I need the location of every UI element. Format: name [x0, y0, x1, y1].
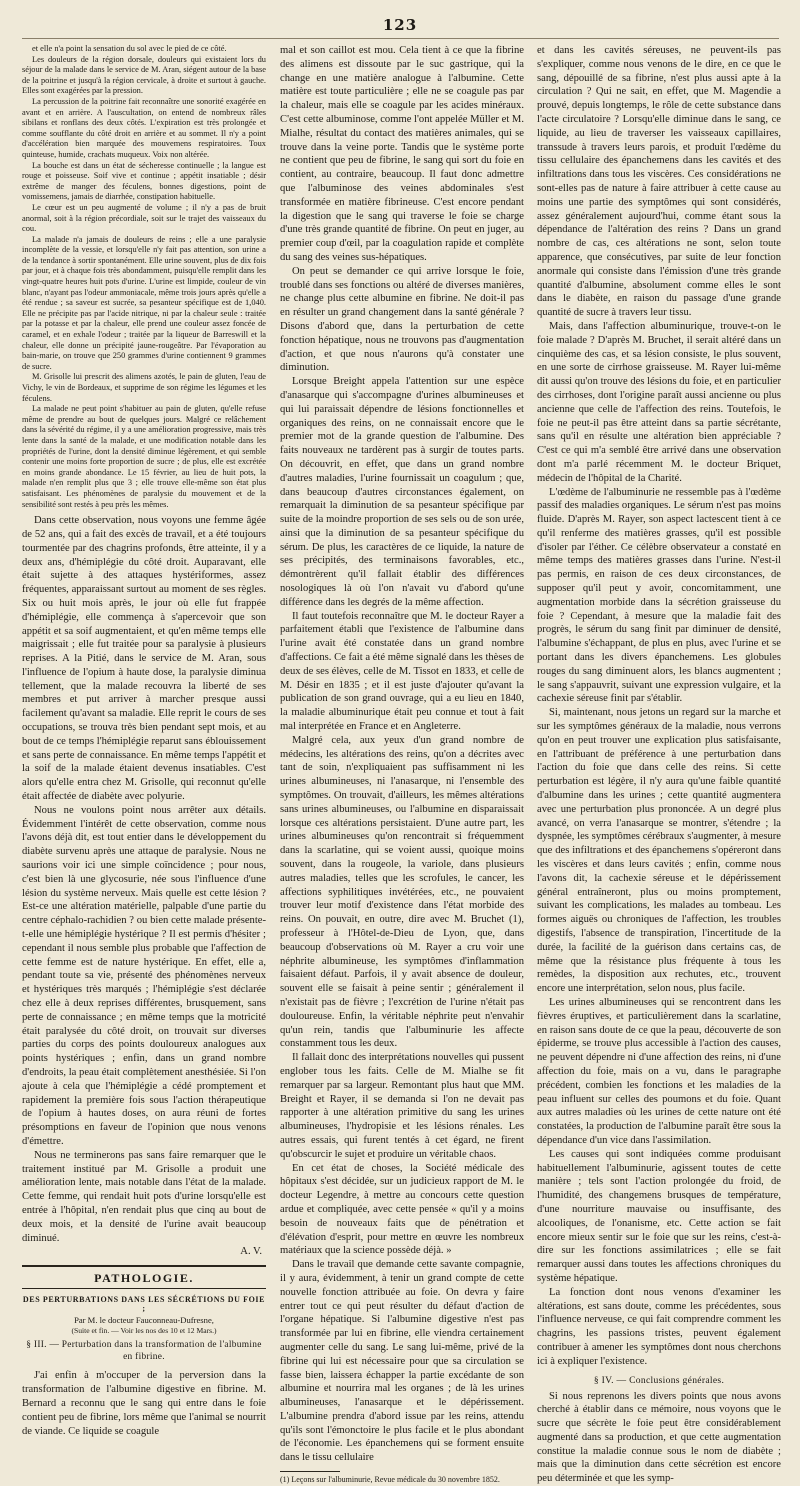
note-paragraph: Les douleurs de la région dorsale, douleurs qui existaient lors du séjour de la malade dans le service de M. Aran, siégent autour de la base de la poitrine et jusqu'à la région cervicale, à droite et surtout à gauche. Elles sont exagérées par la pression. [22, 55, 266, 97]
page-number: 123 [0, 16, 800, 34]
body-paragraph: Dans le travail que demande cette savante compagnie, il y aura, évidemment, à tenir un grand compte de cette nouvelle fonction attribuée au foie. On devra y faire entrer tout ce qui peut résulter du défaut d'action de l'organe hépatique. Si l'albumine digestive n'est pas transformée par lui en fibrine, elle viendra certainement augmenter celle du sang. Le sang lui-même, privé de la fibrine qui lui est nécessaire pour que sa circulation se fasse bien, laissera échapper la partie excédante de son albumine et nourrira mal les organes ; de là les urines albumineuses, l'anasarque et le dépérissement. L'albumine prendra d'abord issue par les reins, attendu qu'ils sont l'émonctoire le plus facile et le plus abondant de l'économie. Les épanchemens qui se forment ensuite dans le tissu cellulaire [280, 1258, 524, 1465]
subsection-heading: § IV. — Conclusions générales. [537, 1375, 781, 1386]
body-paragraph: Si nous reprenons les divers points que nous avons cherché à établir dans ce mémoire, nous voyons que le sucre que sécrète le foie peut être considérablement augmenté dans sa production, et que cette augmentation constitue la maladie connue sous le nom de diabète ; mais que la diminution dans cette sécrétion est encore peu déterminée et que les symp- [537, 1390, 781, 1486]
body-paragraph: Les causes qui sont indiquées comme produisant habituellement l'albuminurie, agissent toutes de cette manière ; tels sont l'action prolongée du froid, de l'humidité, des changemens brusques de température, d'une nourriture mauvaise ou insuffisante, des alcooliques, de l'onanisme, etc. Cette action se fait encore mieux sentir sur le foie que sur les reins, c'est-à-dire sur les fonctions assimilatrices ; elle se fait remarquer aussi dans toutes les affections chroniques du système hépatique. [537, 1148, 781, 1286]
body-paragraph: Nous ne terminerons pas sans faire remarquer que le traitement institué par M. Grisolle a produit une amélioration lente, mais notable dans l'état de la malade. Cette femme, qui rendait huit pots d'urine lorsqu'elle est entrée à l'hôpital, n'en rendait plus que cinq au bout de deux mois, et la densité de l'urine avait beaucoup diminué. [22, 1149, 266, 1246]
body-paragraph: Dans cette observation, nous voyons une femme âgée de 52 ans, qui a fait des excès de travail, et a été toujours tourmentée par des chagrins profonds, être atteinte, il y a deux ans, d'hémiplégie du côté droit. Auparavant, elle était sujette à des attaques hystériformes, assez fréquentes, apparaissant surtout au moment de ses règles. Six ou huit mois après, le jour où elle fut frappée d'hémiplégie, elle commença à s'apercevoir que son appétit et sa soif augmentaient, et qu'en même temps elle maigrissait ; elle fut traitée pour sa paralysie à plusieurs reprises. A la Pitié, dans le service de M. Aran, sous l'influence de l'opium à haute dose, la paralysie diminua tellement, que la malade recouvra la liberté de ses membres et put arriver à marcher presque aussi facilement qu'avant sa maladie. Elle reprit le cours de ses occupations, se trouva très bien pendant sept mois, et au bout de ce temps l'hémiplégie reparut sans éblouissement et sans perte de connaissance. En même temps l'appétit et la soif de la malade étaient devenus insatiables. C'est alors qu'elle entra chez M. Grisolle, qui reconnut qu'elle était affectée de diabète avec polyurie. [22, 514, 266, 804]
body-paragraph: L'œdème de l'albuminurie ne ressemble pas à l'œdème passif des maladies organiques. Le sérum n'est pas moins fluide. D'après M. Rayer, son aspect lactescent tient à ce qu'il renferme des matières grasses, qu'il est possible d'isoler par l'éther. Ce célèbre observateur a constaté en même temps des matières grasses dans l'urine. N'est-il pas permis, en raison de ces deux circonstances, de supposer qu'il peut y avoir, concomitamment, une augmentation morbide dans la sécrétion graisseuse du foie ? Cependant, à mesure que la maladie fait des progrès, le sérum du sang finit par diminuer de densité, l'albumine s'échappant, de plus en plus, avec l'urine et se portant dans les divers épanchemens. Les globules rouges du sang diminuent alors, les blancs augmentent ; le sang s'appauvrit, suivant une expression vulgaire, et la cachexie séreuse finit par s'établir. [537, 486, 781, 707]
column-3 [537, 44, 781, 1094]
note-paragraph: et elle n'a point la sensation du sol avec le pied de ce côté. [22, 44, 266, 55]
note-paragraph: M. Grisolle lui prescrit des alimens azotés, le pain de gluten, l'eau de Vichy, le vin de Bordeaux, et supprime de son régime les légumes et les féculens. [22, 372, 266, 404]
section-divider [22, 1265, 266, 1267]
signature: A. V. [22, 1245, 262, 1259]
body-paragraph: J'ai enfin à m'occuper de la perversion dans la transformation de l'albumine digestive en fibrine. M. Bernard a reconnu que le sang qui entre dans le foie contient peu de fibrine, lors même que l'animal se nourrit de viande. Ce liquide se coagule [22, 1369, 266, 1438]
body-paragraph: On peut se demander ce qui arrive lorsque le foie, troublé dans ses fonctions ou altéré de diverses manières, ne change plus cette albumine en fibrine. Ne doit-il pas en résulter un grand changement dans la santé générale ? Disons d'abord que, dans la perturbation de cette fonction hépatique, nous ne trouvons pas d'augmentation d'action, et que nous n'aurons qu'à constater une diminution. [280, 265, 524, 375]
body-paragraph: La fonction dont nous venons d'examiner les altérations, est sans doute, comme les précédentes, sous l'influence nerveuse, ce qui fait comprendre comment les chagrins, les passions tristes, peuvent également contribuer à amener les symptômes dont nous cherchons ici à expliquer l'existence. [537, 1286, 781, 1369]
header-rule [22, 38, 779, 39]
body-paragraph: et dans les cavités séreuses, ne peuvent-ils pas s'expliquer, comme nous venons de le dire, en ce que le sang, dépouillé de sa fibrine, n'est plus aussi apte à la circulation ? Qui ne sait, en effet, que M. Magendie a prouvé, depuis longtemps, le rôle de cette substance dans l'acte circulatoire ? Lorsqu'elle diminue dans le sang, ce liquide, au lieu de traverser les vaisseaux capillaires, transsude à travers leurs parois, et produit l'œdème du tissu cellulaire des épanchemens dans les cavités et des infiltrations dans tous les viscères. Ces considérations ne sont-elles pas de nature à faire attribuer à cette cause au moins une partie des symptômes qui sont considérés, assez généralement aujourd'hui, comme étant sous la dépendance de l'altération des reins ? Dans un grand nombre de cas, ces altérations ne sont, selon toute apparence, que consécutives, par suite de leur fonction anormale qui consiste dans l'émission d'une très grande quantité d'albumine, absolument comme elles le sont dans le diabète, en raison du passage d'une grande quantité de sucre à travers leur tissu. [537, 44, 781, 320]
note-paragraph: La malade ne peut point s'habituer au pain de gluten, qu'elle refuse même de prendre au bout de quelques jours. Malgré ce relâchement dans la sévérité du régime, il y a une amélioration progressive, mais très lente dans la santé de la malade, et une modification notable dans les propriétés de l'urine, dont la densité diminue légèrement, et qui semble contenir une moins forte proportion de sucre ; de plus, elle est excrétée en moins grande abondance. Le 15 février, au lieu de huit pots, la malade n'en remplit plus que 3 ; elle trouve elle-même son état plus satisfaisant. Les phénomènes de paralysie du mouvement et de la sensibilité sont restés à peu près les mêmes. [22, 404, 266, 510]
body-paragraph: Malgré cela, aux yeux d'un grand nombre de médecins, les altérations des reins, qu'on a décrites avec tant de soin, n'expliquaient pas suffisamment ni les urines albumineuses, ni l'anasarque, ni l'ensemble des symptômes. On trouvait, d'ailleurs, les mêmes altérations sans urines albumineuses, ou l'albumine en disparaissait lorsque ces altérations persistaient. D'une autre part, les urines albumineuses qu'on rencontrait si fréquemment dans la scarlatine, qui se voient aussi, quoique moins souvent, dans la rougeole, la variole, dans plusieurs autres maladies, telles que les scrofules, le cancer, les affections syphilitiques invétérées, etc., ne pouvaient trouver leur motif d'existence dans l'état morbide des reins. On pouvait, en outre, dire avec M. Bruchet (1), professeur à l'Hôtel-de-Dieu de Lyon, que, dans beaucoup d'observations où M. Rayer a cru voir une néphrite albumineuse, les symptômes d'inflammation faisaient défaut. Parfois, il y avait absence de douleur, souvent elle se faisait à peine sentir ; généralement il n'existait pas de fièvre ; l'excrétion de l'urine n'était pas douloureuse. Enfin, la véritable néphrite peut n'envahir qu'un rein, tandis que l'albuminurie les affecte constamment tous les deux. [280, 734, 524, 1051]
column-1 [22, 44, 266, 1094]
body-paragraph: Il faut toutefois reconnaître que M. le docteur Rayer a parfaitement établi que l'existence de l'albumine dans l'urine avait été constatée dans un grand nombre d'affections. Ce fait a été même signalé dans les thèses de deux de ses élèves, celle de M. Tissot en 1833, et celle de M. Désir en 1835 ; et il est juste d'ajouter qu'avant la publication de son grand ouvrage, qui a eu lieu en 1840, la maladie albuminurique était peu connue et tout à fait mal interprétée en France et en Angleterre. [280, 610, 524, 734]
observation-notes [22, 44, 266, 510]
section-title: PATHOLOGIE. [22, 1271, 266, 1286]
article-title: DES PERTURBATIONS DANS LES SÉCRÉTIONS DU FOIE ; [22, 1295, 266, 1313]
title-underline [22, 1288, 266, 1289]
column-2 [280, 44, 524, 1094]
body-paragraph: Lorsque Breight appela l'attention sur une espèce d'anasarque qui s'accompagne d'urines albumineuses et qui lui paraissait dépendre de lésions fonctionnelles et organiques des reins, on ne connaissait encore que le premier mot de la grande question de l'albumine. Des faits nouveaux ne tardèrent pas à surgir de toutes parts. On découvrit, en effet, que dans un grand nombre d'autres maladies, l'urine fournissait un coagulum ; que, dans beaucoup d'autres circonstances également, on remarquait la diminution de sa pesanteur spécifique par suite de la moindre proportion de ses sels ou de son urée, ainsi que la diminution de sa pesanteur spécifique du sérum. De plus, les caractères de ce liquide, la nature de ses précipités, des terminaisons favorables, etc., démontrèrent qu'il fallait établir des différences nosologiques là où l'on n'avait vu d'abord qu'une différence dans les degrés de la même affection. [280, 375, 524, 610]
note-paragraph: La percussion de la poitrine fait reconnaître une sonorité exagérée en avant et en arrière. A l'auscultation, on entend de nombreux râles sibilans et ronflans des deux côtés. L'expiration est très prolongée et comme soufflante du côté droit en arrière et au sommet. Il n'y a point d'accélération bien marquée des mouvemens respiratoires. Toux quinteuse, humide, crachats muqueux. Voix non altérée. [22, 97, 266, 161]
author-byline: Par M. le docteur Fauconneau-Dufresne, [22, 1315, 266, 1325]
note-paragraph: Le cœur est un peu augmenté de volume ; il n'y a pas de bruit anormal, soit à la région précordiale, soit sur le trajet des vaisseaux du cou. [22, 203, 266, 235]
body-paragraph: Si, maintenant, nous jetons un regard sur la marche et sur les symptômes généraux de la maladie, nous verrons qu'on en peut trouver une explication plus satisfaisante, en l'attribuant de préférence à une perturbation dans l'action du foie que dans celle des reins. Si cette perturbation est légère, il n'y aura qu'une faible quantité d'albumine dans les urines ; cette quantité augmentera avec une perturbation plus prononcée. A un degré plus avancé, on verra l'anasarque se montrer, s'étendre ; la dyspnée, les symptômes cérébraux s'augmenter, à mesure que des infiltrations et des épanchemens s'opéreront dans les viscères et dans leurs cavités ; enfin, comme nous l'avons dit, la cachexie séreuse et le dépérissement général entraîneront, plus ou moins promptement, suivant les complications, les malades au tombeau. Les formes aiguës ou chroniques de l'affection, les troubles digestifs, l'absence de transpiration, l'incertitude de la durée, la facilité de la guérison dans certains cas, de même que la résistance plus fréquente à tous les remèdes, la disposition aux rechutes, etc., trouvent encore une interprétation, selon nous, plus facile. [537, 706, 781, 996]
body-paragraph: En cet état de choses, la Société médicale des hôpitaux s'est décidée, sur un judicieux rapport de M. le docteur Legendre, à mettre au concours cette question ardue et compliquée, avec cette pensée « qu'il y a moins besoin de nouveaux faits que de pénétration et d'élévation d'esprit, pour mettre en œuvre les nombreux matériaux que la science possède déjà. » [280, 1162, 524, 1259]
body-paragraph: Mais, dans l'affection albuminurique, trouve-t-on le foie malade ? D'après M. Bruchet, il serait altéré dans un cinquième des cas, et sa lésion consiste, le plus souvent, en une sorte de cirrhose graisseuse. M. Rayer lui-même dit aussi qu'on trouve des lésions du foie, et en particulier des cirrhoses, dont l'origine paraît aussi ancienne ou plus ancienne que celle de l'affection des reins. Toutefois, le foie ne peut-il pas être atteint dans sa partie sécrétante, sans qu'il en résulte une altération bien appréciable ? C'est ce qui m'a semblé être arrivé dans une observation dont m'a parlé récemment M. le docteur Briquet, médecin de l'hôpital de la Charité. [537, 320, 781, 486]
body-paragraph: Nous ne voulons point nous arrêter aux détails. Évidemment l'intérêt de cette observation, comme nous l'avons déjà dit, est tout entier dans le développement du diabète survenu après une attaque de paralysie. Nous ne saurions voir ici une simple coïncidence ; pour nous, c'est bien là une glycosurie, née sous l'influence d'une lésion du système nerveux. Mais quelle est cette lésion ? Est-ce une altération matérielle, palpable d'une partie du centre céphalo-rachidien ? ou bien cette malade présente-t-elle une hémiplégie hystérique ? Il est permis d'hésiter ; cependant il nous semble plus probable que l'affection de cette femme est de nature hystérique. En effet, elle a, pendant toute sa vie, présenté des phénomènes nerveux et hystériques très marqués ; l'hémiplégie s'est déclarée chez elle à deux reprises différentes, brusquement, sans perte de connaissance ; en même temps que la motricité était paralysée du côté droit, on trouvait sur diverses parties du corps des points douloureux analogues aux points hystériques ; enfin, dans un grand nombre d'endroits, la peau était complètement anesthésiée. Si l'on ajoute à cela que l'hémiplégie a cédé promptement et rapidement la première fois sous l'action thérapeutique de l'opium à hautes doses, on aura réuni de fortes présomptions en faveur de l'opinion que nous venons d'émettre. [22, 804, 266, 1149]
footnote: (1) Leçons sur l'albuminurie, Revue médicale du 30 novembre 1852. [280, 1475, 524, 1484]
body-paragraph: Les urines albumineuses qui se rencontrent dans les fièvres éruptives, et particulièrement dans la scarlatine, en raison sans doute de ce que la peau, découverte de son épiderme, se trouve plus accessible à l'action des causes, ne peuvent dépendre ni d'une affection des reins, ni d'une affection du foie, mais on a vu, dans le paragraphe précédent, combien les fonctions et les maladies de la peau influent sur celles des poumons et du foie. Quant aux autres maladies où les urines de cette nature ont été constatées, la production de l'albumine paraît être sous la dépendance d'un vice dans l'assimilation. [537, 996, 781, 1148]
body-paragraph: mal et son caillot est mou. Cela tient à ce que la fibrine des alimens est dissoute par le suc gastrique, qui la change en une matière analogue à l'albumine. Cette matière est toute particulière ; elle ne se coagule pas par la chaleur, mais elle se coagule par les acides minéraux. C'est cette albuminose, comme l'ont appelée Müller et M. Mialhe, résultat du contact des matières animales, qui se trouve dans la veine porte. Tandis que le système porte ne contient que peu de fibrine, le sang qui sort du foie en contient, au contraire, beaucoup. Il faut donc admettre que l'albuminose des veines abdominales s'est transformée en matière fibrineuse. C'est encore pendant la digestion que le sang qui traverse le foie se charge d'une très grande quantité de fibrine. On peut en juger, au premier coup d'œil, par la coagulation rapide et complète du sang des veines sus-hépatiques. [280, 44, 524, 265]
continuation-note: (Suite et fin. — Voir les nos des 10 et 12 Mars.) [22, 1326, 266, 1335]
subsection-heading: § III. — Perturbation dans la transformation de l'albumine en fibrine. [22, 1339, 266, 1363]
note-paragraph: La bouche est dans un état de sécheresse continuelle ; la langue est rouge et poisseuse. Soif vive et continue ; appétit insatiable ; désir extrême de manger des féculens, bonnes digestions, point de vomissemens, jamais de diarrhée, constipation habituelle. [22, 161, 266, 203]
body-paragraph: Il fallait donc des interprétations nouvelles qui pussent englober tous les faits. Celle de M. Mialhe se fit remarquer par sa largeur. Remontant plus haut que MM. Breight et Rayer, il se demanda si l'on ne devait pas rapporter à une altération primitive du sang les urines albumineuses, l'hydropisie et les lésions rénales. Les autres essais, qui furent tentés à cet égard, ne firent qu'obscurcir le sujet et produire un véritable chaos. [280, 1051, 524, 1161]
note-paragraph: La malade n'a jamais de douleurs de reins ; elle a une paralysie incomplète de la vessie, et lorsqu'elle n'y fait pas attention, son urine a de la tendance à sortir spontanément. Elle urine souvent, plus de dix fois par jour, et à chaque fois très abondamment, puisqu'elle remplit dans les vingt-quatre heures huit pots d'urine. L'urine est limpide, couleur de vin blanc, n'ayant pas l'odeur ammoniacale, même trois jours après qu'elle a été rendue ; sa saveur est sucrée, sa pesanteur spécifique est de 1,040. Elle ne précipite pas par l'acide nitrique, ni par la chaleur seule : traitée par la potasse et par la chaleur, elle prend une couleur assez foncée de caramel, et en exhale l'odeur ; traitée par la liqueur de Barreswill et la chaleur, elle donne un précipité jaune-rougeâtre. Par l'évaporation au bain-marie, on trouve que 250 grammes d'urine contiennent 9 grammes de sucre. [22, 235, 266, 373]
footnote-rule [280, 1471, 340, 1472]
